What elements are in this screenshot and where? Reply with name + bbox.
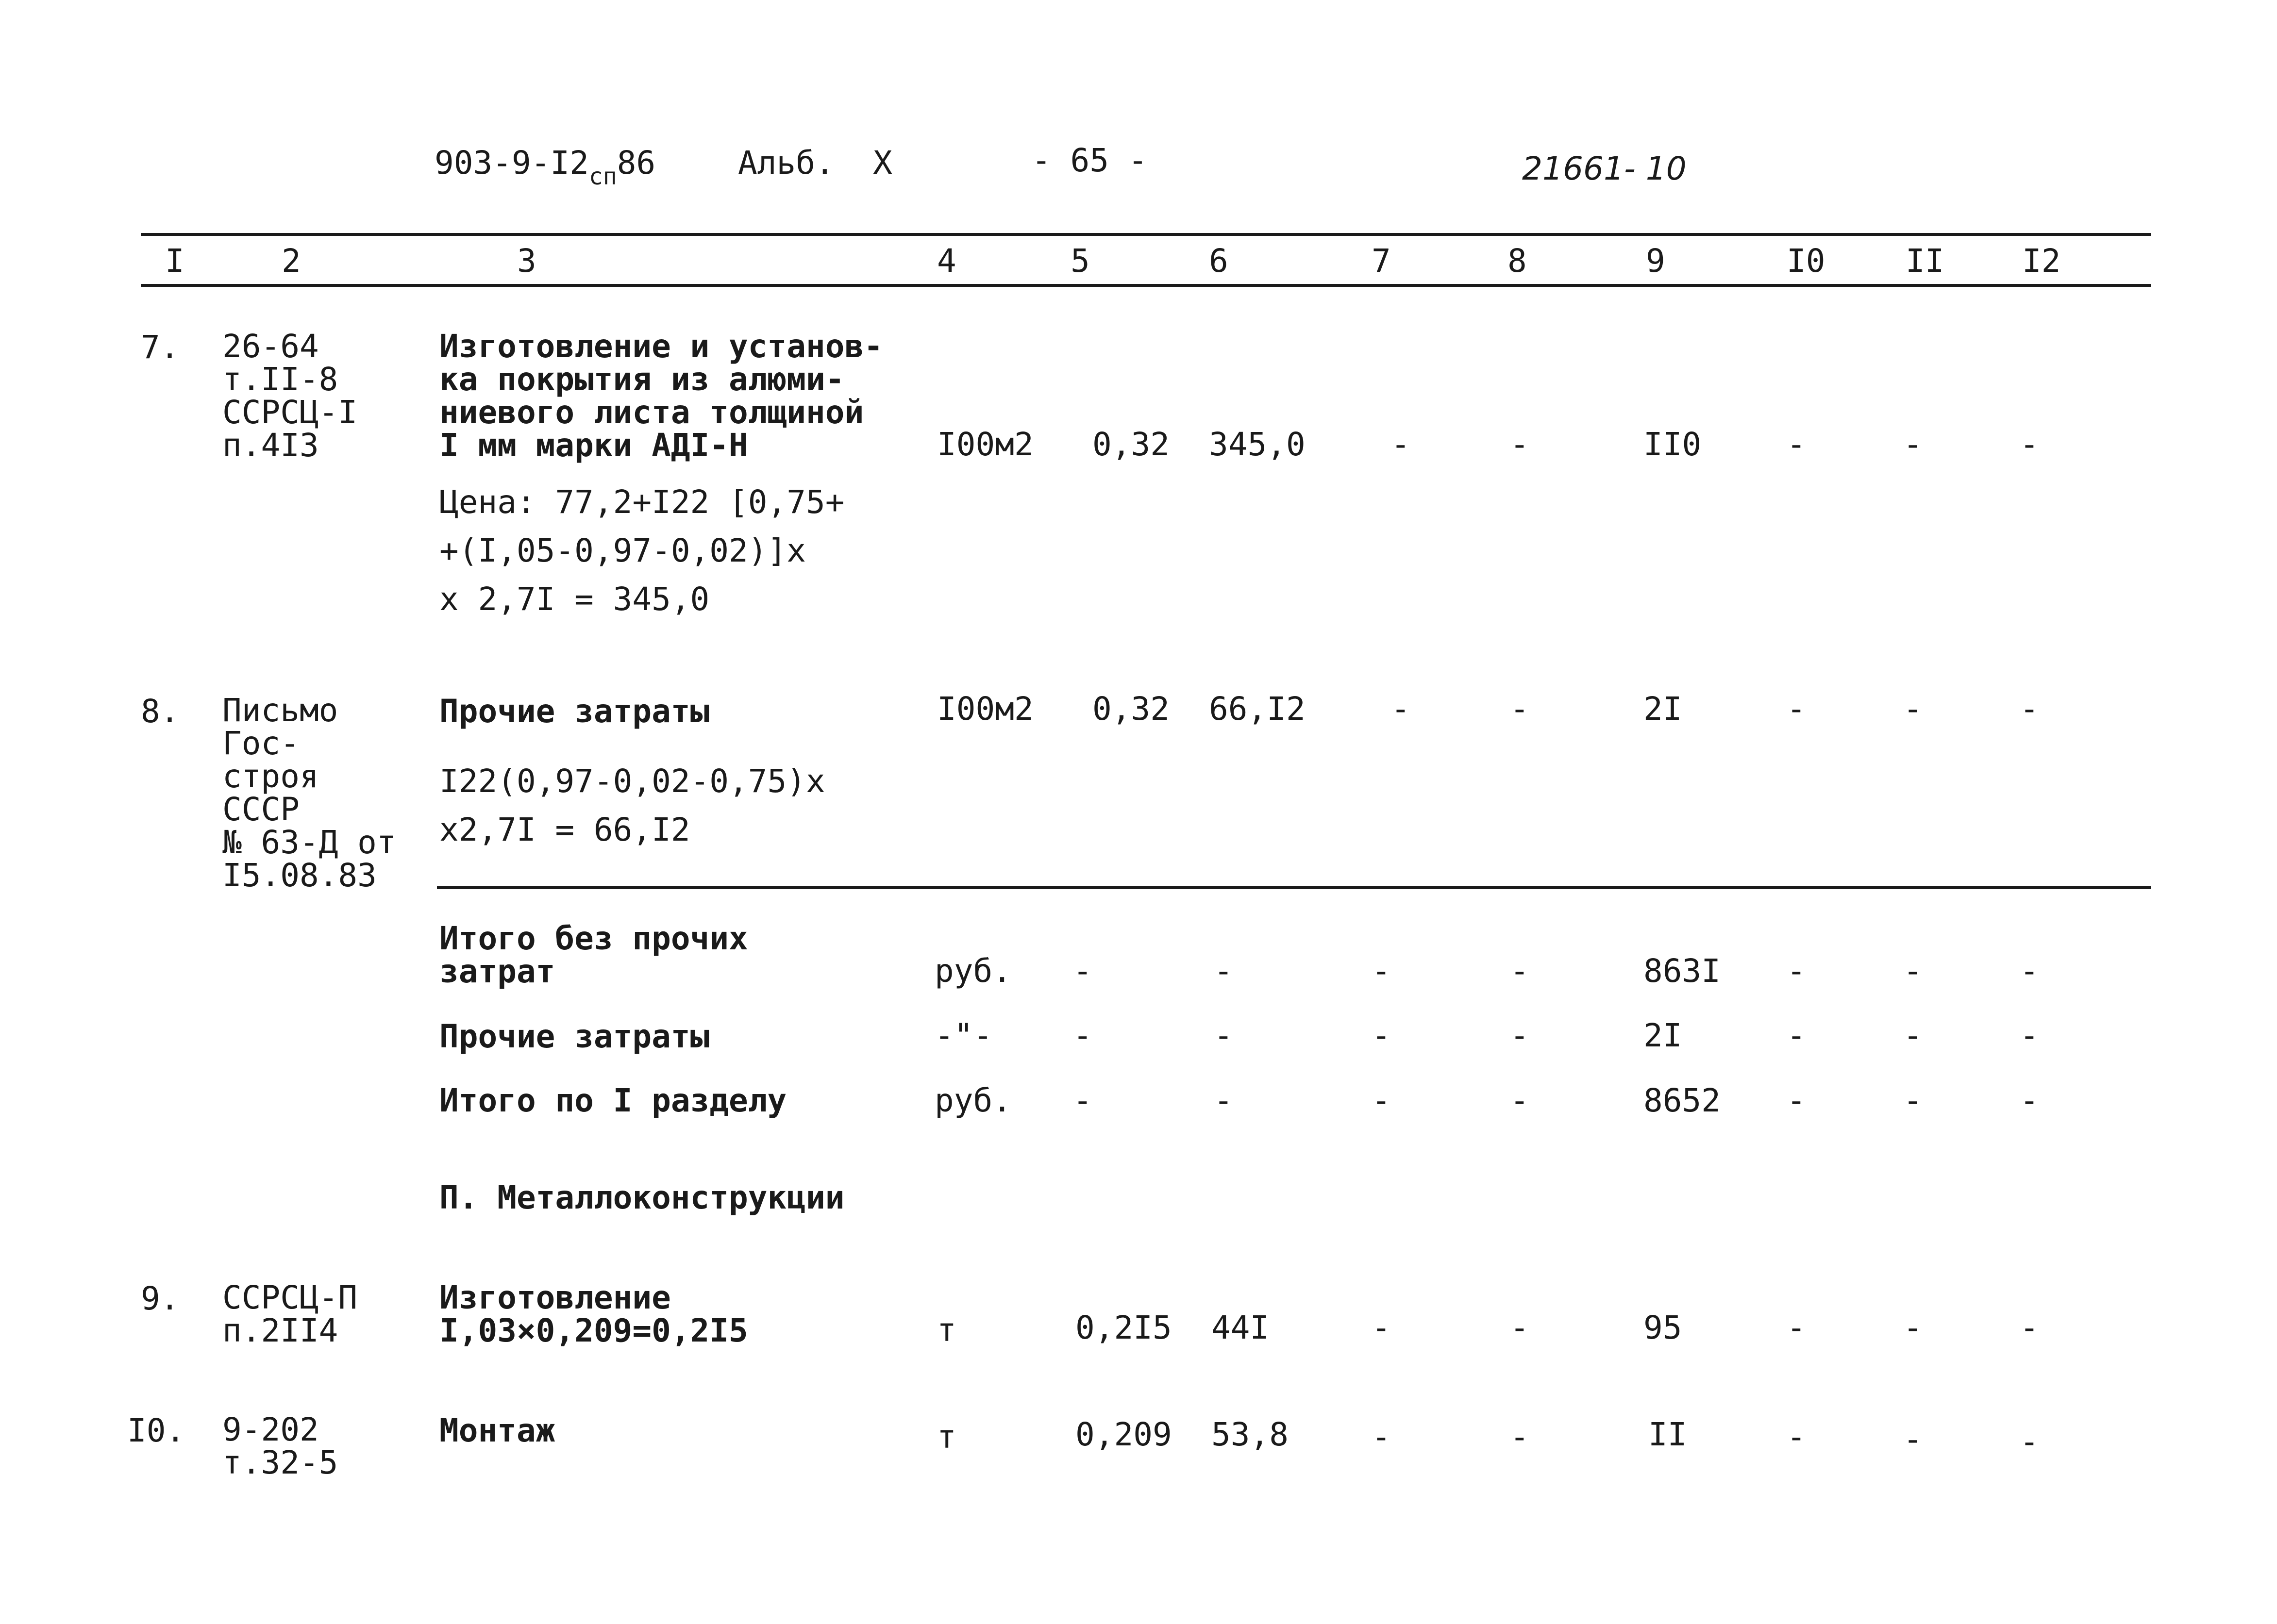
row-quantity: 0,32 [1092,426,1170,463]
total-unit: руб. [935,1082,1012,1119]
row-reference: ССРСЦ-П п.2II4 [222,1279,358,1349]
document-code-main: 903-9-I2 [435,144,589,182]
row-cell: - [2020,1423,2039,1460]
total-cell: - [2020,952,2039,990]
row-quantity: 0,2I5 [1075,1309,1172,1346]
row-cell: - [1391,690,1410,728]
total-cell: - [1510,1017,1529,1054]
total-cell: - [1073,952,1092,990]
total-cell: - [1073,1082,1092,1119]
total-amount: 2I [1643,1017,1682,1054]
total-cell: - [1510,1082,1529,1119]
total-unit: руб. [935,952,1012,990]
row-description: Изготовление и установ- ка покрытия из алюми- ниевого листа толщиной I мм марки АДI-Н [439,328,883,464]
total-cell: - [1787,1082,1806,1119]
total-cell: - [2020,1082,2039,1119]
row-cell: - [2020,690,2039,728]
row-unit-price: 44I [1211,1309,1270,1346]
row-cell: - [1903,1421,1923,1458]
row-cell: - [1510,1418,1529,1456]
total-cell: - [1903,1082,1923,1119]
row-reference: 9-202 т.32-5 [222,1411,338,1481]
row-unit: т [937,1311,956,1349]
row-cell: - [1372,1418,1391,1456]
album-label: Альб. X [738,144,892,182]
row-cell: - [1903,426,1923,463]
row-cell: - [1787,1309,1806,1346]
row-cell: - [2020,1309,2039,1346]
total-cell: - [1510,952,1529,990]
row-cell: - [1903,1309,1923,1346]
column-header: 5 [1071,242,1090,280]
total-cell: - [1073,1017,1092,1054]
table-header-rule [141,284,2151,287]
row-unit: I00м2 [937,690,1034,728]
column-header: 8 [1507,242,1527,280]
total-cell: - [2020,1017,2039,1054]
total-cell: - [1903,1017,1923,1054]
total-cell: - [1372,1017,1391,1054]
column-header: 6 [1209,242,1228,280]
document-code-suffix: 86 [617,144,656,182]
document-code-sub: сп [588,163,617,190]
row-quantity: 0,209 [1075,1416,1172,1453]
row-description: Монтаж [439,1412,555,1449]
total-cell: - [1787,1017,1806,1054]
row-cell: - [1903,690,1923,728]
total-cell: - [1903,952,1923,990]
subtotal-rule [437,886,2151,889]
total-label: Итого по I разделу [439,1082,787,1119]
total-cell: - [1214,1082,1233,1119]
total-amount: 863I [1643,952,1721,990]
row-calculation: I22(0,97-0,02-0,75)x x2,7I = 66,I2 [439,762,825,848]
column-header: I2 [2022,242,2061,280]
row-unit: I00м2 [937,426,1034,463]
row-total: II [1648,1416,1687,1453]
row-description: Прочие затраты [439,693,710,730]
row-cell: - [1372,1309,1391,1346]
row-unit: т [937,1418,956,1456]
column-header: II [1906,242,1944,280]
row-cell: - [1510,426,1529,463]
row-cell: - [2020,426,2039,463]
row-calculation: Цена: 77,2+I22 [0,75+ +(I,05-0,97-0,02)]x x 2,7I = 345,0 [439,483,845,618]
page-number: - 65 - [1032,142,1148,179]
column-header: 7 [1372,242,1391,280]
total-cell: - [1372,1082,1391,1119]
row-unit-price: 53,8 [1211,1416,1289,1453]
row-cell: - [1787,1418,1806,1456]
total-cell: - [1214,952,1233,990]
row-number: 7. [141,329,180,366]
row-description: Изготовление I,03×0,209=0,2I5 [439,1279,748,1349]
row-unit-price: 345,0 [1209,426,1306,463]
section-title: П. Металлоконструкции [439,1179,845,1216]
column-header: I [165,242,184,280]
row-cell: - [1510,1309,1529,1346]
total-label: Итого без прочих затрат [439,920,748,990]
row-reference: 26-64 т.II-8 ССРСЦ-I п.4I3 [222,328,358,464]
row-quantity: 0,32 [1092,690,1170,728]
column-header: 3 [517,242,536,280]
row-cell: - [1391,426,1410,463]
row-number: I0. [127,1412,185,1449]
row-number: 9. [141,1280,180,1317]
row-cell: - [1787,690,1806,728]
total-unit: -"- [935,1017,993,1054]
row-unit-price: 66,I2 [1209,690,1306,728]
row-number: 8. [141,693,180,730]
total-cell: - [1372,952,1391,990]
total-cell: - [1214,1017,1233,1054]
total-amount: 8652 [1643,1082,1721,1119]
total-label: Прочие затраты [439,1018,710,1055]
column-header: 9 [1646,242,1665,280]
column-header: I0 [1787,242,1825,280]
column-header: 2 [282,242,301,280]
row-cell: - [1510,690,1529,728]
row-total: 2I [1643,690,1682,728]
document-code [435,144,656,190]
row-reference: Письмо Гос- строя СССР № 63-Д от I5.08.83 [222,692,396,894]
row-cell: - [1787,426,1806,463]
total-cell: - [1787,952,1806,990]
table-top-rule [141,233,2151,236]
inventory-number: 21661- 10 [1522,150,1687,187]
row-total: 95 [1643,1309,1682,1346]
row-total: II0 [1643,426,1702,463]
column-header: 4 [937,242,956,280]
